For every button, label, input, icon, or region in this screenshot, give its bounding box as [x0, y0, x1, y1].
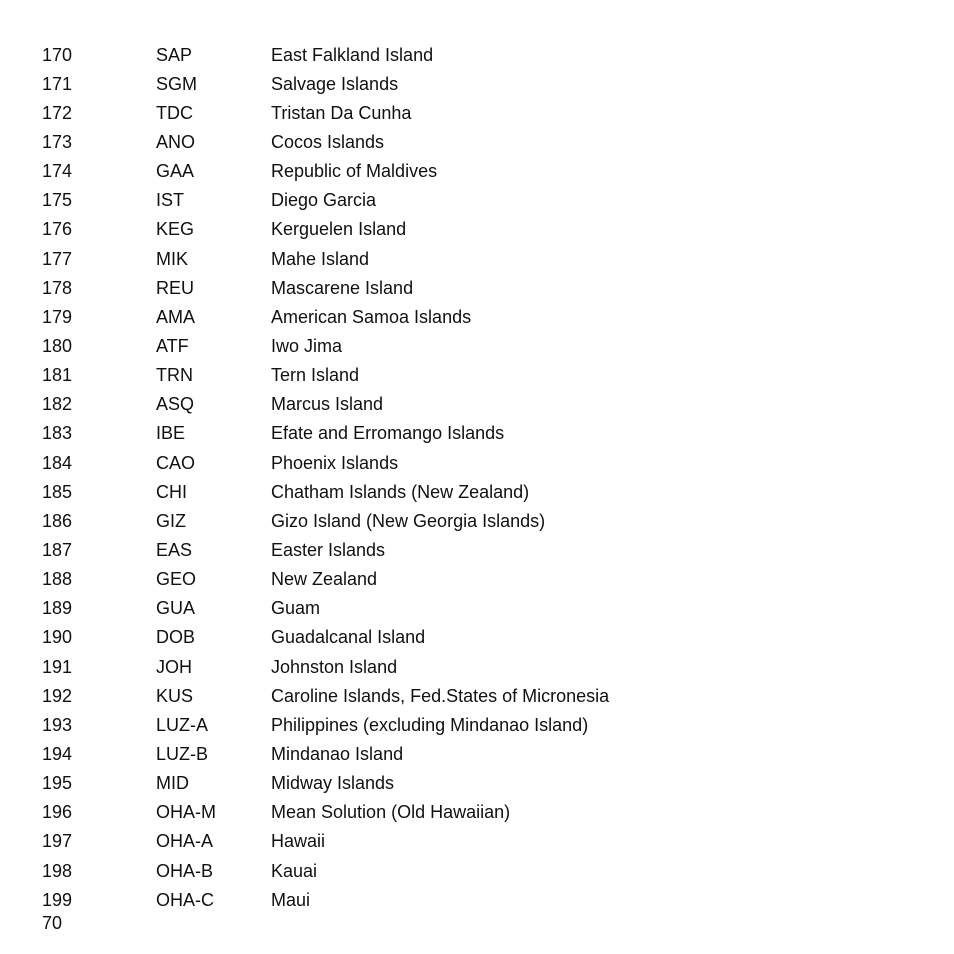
row-number: 187 [42, 539, 73, 560]
table-row [42, 856, 902, 885]
datum-location: Efate and Erromango Islands [271, 423, 505, 444]
table-row [42, 244, 902, 273]
row-number: 188 [42, 569, 73, 590]
row-number: 181 [42, 365, 73, 386]
datum-code: IBE [156, 423, 186, 444]
datum-location: Hawaii [271, 831, 326, 852]
datum-location: Chatham Islands (New Zealand) [271, 481, 530, 502]
datum-code: KUS [156, 685, 194, 706]
row-number: 186 [42, 510, 73, 531]
table-row [42, 186, 902, 215]
datum-code: GEO [156, 569, 197, 590]
datum-location: Mean Solution (Old Hawaiian) [271, 802, 511, 823]
row-number: 191 [42, 656, 73, 677]
datum-code: SGM [156, 73, 198, 94]
table-row [42, 273, 902, 302]
datum-location: Tristan Da Cunha [271, 102, 412, 123]
row-number: 198 [42, 860, 73, 881]
datum-code: OHA-B [156, 860, 214, 881]
row-number: 184 [42, 452, 73, 473]
datum-code: OHA-C [156, 889, 214, 910]
datum-code: AMA [156, 306, 196, 327]
datum-code: KEG [156, 219, 195, 240]
datum-location: Guadalcanal Island [271, 627, 426, 648]
datum-location: American Samoa Islands [271, 306, 472, 327]
datum-location: Salvage Islands [271, 73, 399, 94]
table-row [42, 361, 902, 390]
table-row [42, 419, 902, 448]
row-number: 171 [42, 73, 73, 94]
row-number: 193 [42, 714, 73, 735]
row-number: 199 [42, 889, 73, 910]
table-row [42, 98, 902, 127]
table-row [42, 798, 902, 827]
datum-code: CHI [156, 481, 187, 502]
table-row [42, 390, 902, 419]
table-row [42, 594, 902, 623]
datum-code: ANO [156, 131, 196, 152]
datum-location: Iwo Jima [271, 335, 343, 356]
datum-location: Philippines (excluding Mindanao Island) [271, 714, 589, 735]
datum-code: OHA-A [156, 831, 214, 852]
row-number: 170 [42, 44, 73, 65]
table-row [42, 827, 902, 856]
datum-code: ATF [156, 335, 189, 356]
table-row [42, 331, 902, 360]
table-row [42, 448, 902, 477]
row-number: 177 [42, 248, 73, 269]
datum-location: Marcus Island [271, 394, 384, 415]
row-number: 183 [42, 423, 73, 444]
datum-code: GIZ [156, 510, 186, 531]
table-row [42, 769, 902, 798]
table-row [42, 302, 902, 331]
table-row [42, 215, 902, 244]
table-row [42, 506, 902, 535]
row-number: 174 [42, 161, 73, 182]
datum-location: Kauai [271, 860, 318, 881]
datum-location: Caroline Islands, Fed.States of Micronesia [271, 685, 610, 706]
datum-code: DOB [156, 627, 196, 648]
datum-location: Mahe Island [271, 248, 370, 269]
datum-code: JOH [156, 656, 192, 677]
table-row [42, 69, 902, 98]
table-row [42, 127, 902, 156]
row-number: 194 [42, 743, 73, 764]
row-number: 180 [42, 335, 73, 356]
datum-code: IST [156, 190, 185, 211]
datum-location: Mascarene Island [271, 277, 414, 298]
datum-code: LUZ-B [156, 743, 209, 764]
datum-code: OHA-M [156, 802, 216, 823]
datum-code: MIK [156, 248, 189, 269]
datum-code: TDC [156, 102, 193, 123]
table-row [42, 652, 902, 681]
datum-code: ASQ [156, 394, 195, 415]
row-number: 182 [42, 394, 73, 415]
row-number: 192 [42, 685, 73, 706]
datum-code: GAA [156, 161, 195, 182]
datum-location: New Zealand [271, 569, 378, 590]
row-number: 196 [42, 802, 73, 823]
table-row [42, 885, 902, 914]
table-row [42, 623, 902, 652]
datum-location: Kerguelen Island [271, 219, 407, 240]
datum-code: CAO [156, 452, 196, 473]
datum-location: East Falkland Island [271, 44, 434, 65]
datum-location: Midway Islands [271, 773, 395, 794]
table-row [42, 40, 902, 69]
row-number: 173 [42, 131, 73, 152]
datum-code: REU [156, 277, 195, 298]
datum-location: Gizo Island (New Georgia Islands) [271, 510, 546, 531]
datum-location: Diego Garcia [271, 190, 377, 211]
row-number: 185 [42, 481, 73, 502]
table-row [42, 565, 902, 594]
datum-location: Guam [271, 598, 321, 619]
table-row [42, 681, 902, 710]
datum-location: Maui [271, 889, 311, 910]
datum-code: SAP [156, 44, 193, 65]
table-row [42, 157, 902, 186]
row-number: 176 [42, 219, 73, 240]
row-number: 190 [42, 627, 73, 648]
datum-location: Mindanao Island [271, 743, 404, 764]
row-number: 189 [42, 598, 73, 619]
table-row [42, 739, 902, 768]
datum-location: Tern Island [271, 365, 360, 386]
datum-location: Johnston Island [271, 656, 398, 677]
row-number: 195 [42, 773, 73, 794]
datum-location: Easter Islands [271, 539, 386, 560]
table-row [42, 710, 902, 739]
row-number: 178 [42, 277, 73, 298]
datum-location: Republic of Maldives [271, 161, 438, 182]
datum-location: Cocos Islands [271, 131, 385, 152]
datum-code: EAS [156, 539, 193, 560]
page-number: 70 [42, 913, 63, 933]
datum-location: Phoenix Islands [271, 452, 399, 473]
table-row [42, 477, 902, 506]
datum-code: LUZ-A [156, 714, 209, 735]
table-row [42, 535, 902, 564]
row-number: 175 [42, 190, 73, 211]
row-number: 197 [42, 831, 73, 852]
row-number: 179 [42, 306, 73, 327]
datum-code: TRN [156, 365, 193, 386]
row-number: 172 [42, 102, 73, 123]
datum-code: GUA [156, 598, 196, 619]
datum-table [42, 40, 902, 914]
datum-code: MID [156, 773, 189, 794]
